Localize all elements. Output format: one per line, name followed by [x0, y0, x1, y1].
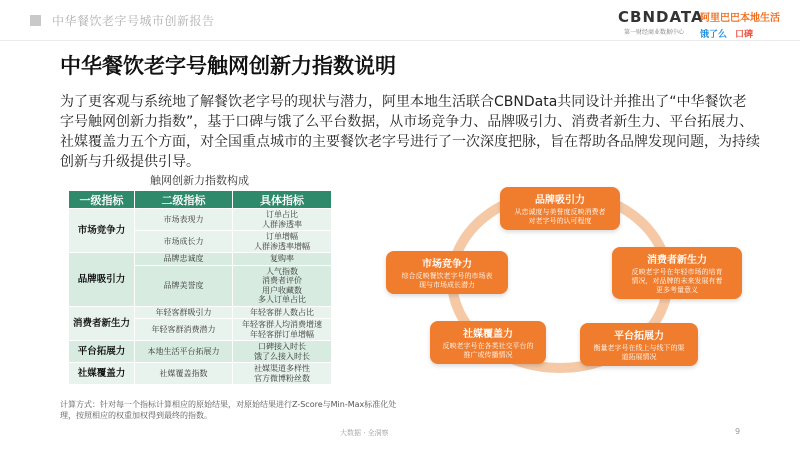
level2-cell: 市场成长力 [135, 231, 233, 253]
node-desc: 从忠诚度与美誉度反映消费者 对老字号的认可程度 [514, 208, 606, 225]
node-title: 品牌吸引力 [535, 195, 585, 206]
metrics-cell: 社媒渠道多样性 官方微博粉丝数 [233, 363, 332, 385]
node-title: 市场竞争力 [422, 259, 472, 270]
node-market-competitiveness [386, 251, 508, 294]
table-row [69, 306, 332, 319]
header-metrics: 具体指标 [233, 191, 332, 209]
level2-cell: 本地生活平台拓展力 [135, 341, 233, 363]
cbndata-logo [618, 8, 704, 36]
metrics-cell: 订单占比 人群渗透率 [233, 209, 332, 231]
partner-logo [700, 9, 792, 40]
brand-logo-text: CBNDATA [618, 8, 704, 26]
page-title: 中华餐饮老字号触网创新力指数说明 [60, 54, 396, 78]
metrics-cell: 复购率 [233, 253, 332, 266]
node-title: 消费者新生力 [647, 255, 707, 266]
level2-cell: 品牌忠诚度 [135, 253, 233, 266]
level1-cell: 平台拓展力 [69, 341, 135, 363]
level2-cell: 社媒覆盖指数 [135, 363, 233, 385]
node-desc: 综合反映餐饮老字号的市场表 现与市场成长潜力 [401, 272, 493, 289]
node-brand-attraction [500, 187, 620, 230]
header-divider [0, 40, 800, 41]
metrics-cell: 年轻客群人均消费增速 年轻客群订单增幅 [233, 319, 332, 341]
eleme-logo: 饿了么 [700, 30, 728, 40]
metrics-cell: 人气指数 消费者评价 用户收藏数 多人订单占比 [233, 265, 332, 306]
node-consumer-vitality [612, 247, 742, 299]
level1-cell: 社媒覆盖力 [69, 363, 135, 385]
header-level2: 二级指标 [135, 191, 233, 209]
table-row [69, 209, 332, 231]
level2-cell: 年轻客群消费潜力 [135, 319, 233, 341]
report-title: 中华餐饮老字号城市创新报告 [52, 14, 215, 28]
header-marker [30, 15, 41, 26]
calculation-note: 计算方式：针对每一个指标计算相应的原始结果，对原始结果进行Z-Score与Min-Max标准化处理，按照相应的权重加权得到最终的指数。 [60, 400, 397, 420]
level2-cell: 年轻客群吸引力 [135, 306, 233, 319]
node-desc: 衡量老字号在线上与线下的渠 道拓展情况 [593, 344, 685, 361]
metrics-cell: 订单增幅 人群渗透率增幅 [233, 231, 332, 253]
metrics-cell: 口碑接入时长 饿了么接入时长 [233, 341, 332, 363]
level1-cell: 消费者新生力 [69, 306, 135, 341]
level1-cell: 市场竞争力 [69, 209, 135, 253]
table-caption: 触网创新力指数构成 [150, 174, 249, 187]
metrics-cell: 年轻客群人数占比 [233, 306, 332, 319]
dimension-diagram [380, 175, 800, 405]
koubei-logo: 口碑 [735, 30, 754, 40]
level2-cell: 品牌美誉度 [135, 265, 233, 306]
header-level1: 一级指标 [69, 191, 135, 209]
brand-subtitle: 第一财经商业数据中心 [623, 29, 684, 36]
partner-name: 阿里巴巴本地生活 [700, 13, 780, 24]
level2-cell: 市场表现力 [135, 209, 233, 231]
table-row [69, 253, 332, 266]
node-platform-expansion [580, 323, 698, 366]
node-title: 社媒覆盖力 [463, 329, 513, 340]
page-number: 9 [735, 427, 741, 436]
intro-paragraph: 为了更客观与系统地了解餐饮老字号的现状与潜力，阿里本地生活联合CBNData共同设计并推出了“中华餐饮老字号触网创新力指数”，基于口碑与饿了么平台数据，从市场竞争力、品牌吸引力、消费者新生力、平台拓展力、社媒覆盖力五个方面，对全国重点城市的主要餐饮老字号进行了一次深度把脉，旨在帮助各品牌发现问题，为持续创新与升级提供引导。 [60, 94, 760, 170]
table-row [69, 341, 332, 363]
page-footer: 大数据 · 全洞察 [340, 429, 389, 437]
table-row [69, 363, 332, 385]
node-title: 平台拓展力 [614, 331, 664, 342]
node-desc: 反映老字号在年轻市场的培育 情况，对品牌的未来发展有着 更多考量意义 [631, 268, 723, 294]
level1-cell: 品牌吸引力 [69, 253, 135, 307]
node-desc: 反映老字号在各类社交平台的 推广或传播情况 [442, 342, 534, 359]
node-social-coverage [430, 321, 546, 364]
index-table [68, 190, 332, 385]
